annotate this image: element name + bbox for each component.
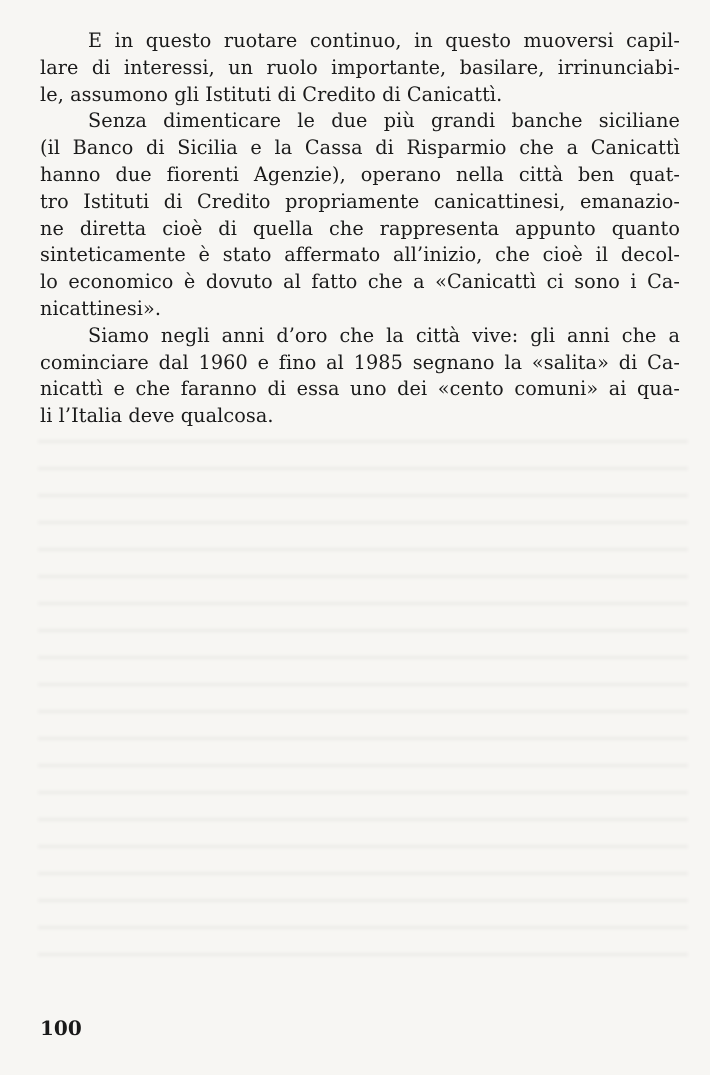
text-line: lare di interessi, un ruolo importante, basilare, irrinunciabi- xyxy=(40,55,680,79)
text-line: hanno due fiorenti Agenzie), operano nella città ben quat- xyxy=(40,162,680,186)
page-number: 100 xyxy=(40,1016,82,1040)
bleed-through-text xyxy=(38,440,688,980)
text-line: tro Istituti di Credito propriamente canicattinesi, emanazio- xyxy=(40,189,680,213)
text-line: nicattinesi». xyxy=(40,296,162,320)
text-line: sinteticamente è stato affermato all’inizio, che cioè il decol- xyxy=(40,243,680,267)
text-line: nicattì e che faranno di essa uno dei «cento comuni» ai qua- xyxy=(40,377,680,401)
text-line: E in questo ruotare continuo, in questo muoversi capil- xyxy=(88,29,680,52)
text-line: cominciare dal 1960 e fino al 1985 segnano la «salita» di Ca- xyxy=(40,350,680,374)
text-line: ne diretta cioè di quella che rappresenta appunto quanto xyxy=(40,216,680,240)
body-text xyxy=(40,28,680,430)
text-line: li l’Italia deve qualcosa. xyxy=(40,404,274,428)
text-line: Siamo negli anni d’oro che la città vive: gli anni che a xyxy=(88,323,680,347)
text-line: Senza dimenticare le due più grandi banche siciliane xyxy=(88,109,680,133)
text-line: le, assumono gli Istituti di Credito di Canicattì. xyxy=(40,82,503,106)
text-line: lo economico è dovuto al fatto che a «Canicattì ci sono i Ca- xyxy=(40,270,680,294)
text-line: (il Banco di Sicilia e la Cassa di Risparmio che a Canicattì xyxy=(40,136,680,160)
